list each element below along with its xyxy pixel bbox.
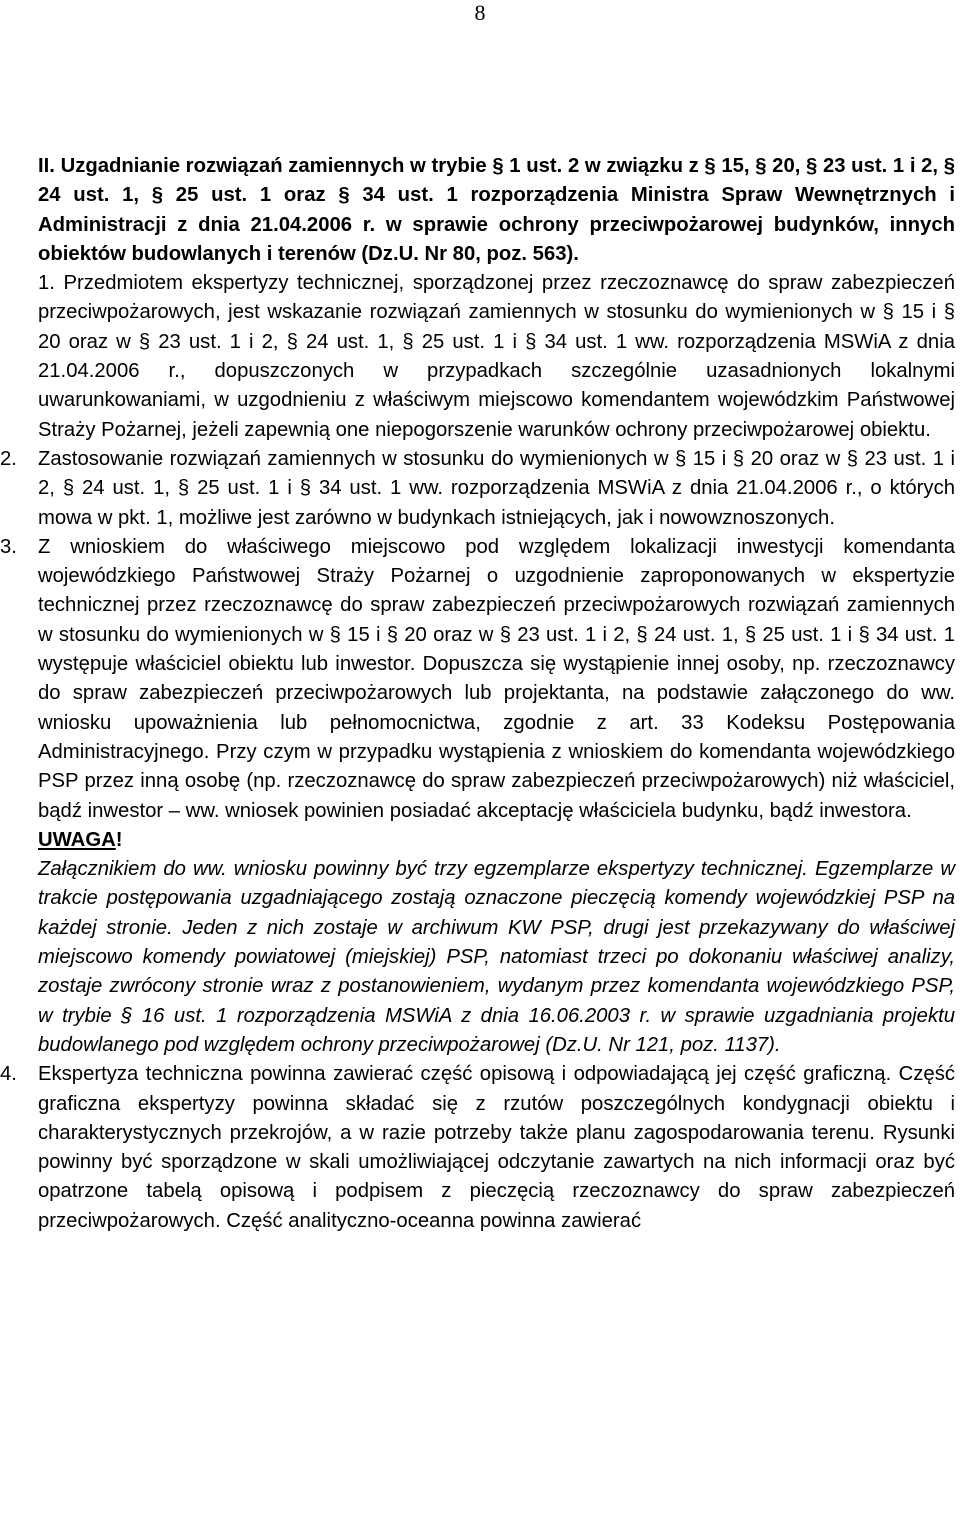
warning-heading: [38, 826, 955, 855]
item-text: Z wnioskiem do właściwego miejscowo pod względem lokalizacji inwestycji komendanta wojewódzkiego Państwowej Straży Pożarnej o uzgodnienie zaproponowanych w ekspertyzie technicznej przez rzeczoznawcę do spraw zabezpieczeń przeciwpożarowych rozwiązań zamiennych w stosunku do wymienionych w § 15 i § 20 oraz w § 23 ust. 1 i 2, § 24 ust. 1, § 25 ust. 1 i § 34 ust. 1 występuje właściciel obiektu lub inwestor. Dopuszcza się wystąpienie innej osoby, np. rzeczoznawcy do spraw zabezpieczeń przeciwpożarowych lub projektanta, na podstawie załączonego do ww. wniosku upoważnienia lub pełnomocnictwa, zgodnie z art. 33 Kodeksu Postępowania Administracyjnego. Przy czym w przypadku wystąpienia z wnioskiem do komendanta wojewódzkiego PSP przez inną osobę (np. rzeczoznawcę do spraw zabezpieczeń przeciwpożarowych) niż właściciel, bądź inwestor – ww. wniosek powinien posiadać akceptację właściciela budynku, bądź inwestora.: [38, 535, 955, 822]
list-item-1: [38, 269, 955, 445]
item-text: Ekspertyza techniczna powinna zawierać część opisową i odpowiadającą jej część graficzną. Część graficzna ekspertyzy powinna składać się z rzutów poszczególnych kondygnacji obiektu i charakterystycznych przekrojów, a w razie potrzeby także planu zagospodarowania terenu. Rysunki powinny być sporządzone w skali umożliwiającej odczytanie zawartych na nich informacji oraz być opatrzone tabelą opisową i podpisem z pieczęcią rzeczoznawcy do spraw zabezpieczeń przeciwpożarowych. Część analityczno-oceanna powinna zawierać: [38, 1063, 955, 1232]
warning-mark: !: [115, 828, 123, 851]
warning-label: UWAGA: [38, 828, 116, 851]
list-item-4: 4. Ekspertyza techniczna powinna zawierać część opisową i odpowiadającą jej część graficzną. Część graficzna ekspertyzy powinna składać się z rzutów poszczególnych kondygnacji obiektu i charakterystycznych przekrojów, a w razie potrzeby także planu zagospodarowania terenu. Rysunki powinny być sporządzone w skali umożliwiającej odczytanie zawartych na nich informacji oraz być opatrzone tabelą opisową i podpisem z pieczęcią rzeczoznawcy do spraw zabezpieczeń przeciwpożarowych. Część analityczno-oceanna powinna zawierać: [38, 1060, 955, 1236]
list-item-2: 2. Zastosowanie rozwiązań zamiennych w stosunku do wymienionych w § 15 i § 20 oraz w § 23 ust. 1 i 2, § 24 ust. 1, § 25 ust. 1 i § 34 ust. 1 ww. rozporządzenia MSWiA z dnia 21.04.2006 r., o których mowa w pkt. 1, możliwe jest zarówno w budynkach istniejących, jak i nowowznoszonych.: [38, 445, 955, 533]
warning-text: Załącznikiem do ww. wniosku powinny być trzy egzemplarze ekspertyzy technicznej. Egzemplarze w trakcie postępowania uzgadniającego zostają oznaczone pieczęcią komendy wojewódzkiej PSP na każdej stronie. Jeden z nich zostaje w archiwum KW PSP, drugi jest przekazywany do właściwej miejscowo komendy powiatowej (miejskiej) PSP, natomiast trzeci po dokonaniu właściwej analizy, zostaje zwrócony stronie wraz z postanowieniem, wydanym przez komendanta wojewódzkiego PSP, w trybie § 16 ust. 1 rozporządzenia MSWiA z dnia 16.06.2003 r. w sprawie uzgadniania projektu budowlanego pod względem ochrony przeciwpożarowej (Dz.U. Nr 121, poz. 1137).: [38, 858, 955, 1056]
document-body: [0, 152, 955, 1236]
item-text: 1. Przedmiotem ekspertyzy technicznej, sporządzonej przez rzeczoznawcę do spraw zabezpieczeń przeciwpożarowych, jest wskazanie rozwiązań zamiennych w stosunku do wymienionych w § 15 i § 20 oraz w § 23 ust. 1 i 2, § 24 ust. 1, § 25 ust. 1 i § 34 ust. 1 ww. rozporządzenia MSWiA z dnia 21.04.2006 r., dopuszczonych w przypadkach szczególnie uzasadnionych lokalnymi uwarunkowaniami, w uzgodnieniu z właściwym miejscowo komendantem wojewódzkim Państwowej Straży Pożarnej, jeżeli zapewnią one niepogorszenie warunków ochrony przeciwpożarowej obiektu.: [38, 272, 955, 441]
item-text: Zastosowanie rozwiązań zamiennych w stosunku do wymienionych w § 15 i § 20 oraz w § 23 ust. 1 i 2, § 24 ust. 1, § 25 ust. 1 i § 34 ust. 1 ww. rozporządzenia MSWiA z dnia 21.04.2006 r., o których mowa w pkt. 1, możliwe jest zarówno w budynkach istniejących, jak i nowowznoszonych.: [38, 447, 955, 529]
list-item-3: 3. Z wnioskiem do właściwego miejscowo pod względem lokalizacji inwestycji komendanta wojewódzkiego Państwowej Straży Pożarnej o uzgodnienie zaproponowanych w ekspertyzie technicznej przez rzeczoznawcę do spraw zabezpieczeń przeciwpożarowych rozwiązań zamiennych w stosunku do wymienionych w § 15 i § 20 oraz w § 23 ust. 1 i 2, § 24 ust. 1, § 25 ust. 1 i § 34 ust. 1 występuje właściciel obiektu lub inwestor. Dopuszcza się wystąpienie innej osoby, np. rzeczoznawcy do spraw zabezpieczeń przeciwpożarowych lub projektanta, na podstawie załączonego do ww. wniosku upoważnienia lub pełnomocnictwa, zgodnie z art. 33 Kodeksu Postępowania Administracyjnego. Przy czym w przypadku wystąpienia z wnioskiem do komendanta wojewódzkiego PSP przez inną osobę (np. rzeczoznawcę do spraw zabezpieczeń przeciwpożarowych) niż właściciel, bądź inwestor – ww. wniosek powinien posiadać akceptację właściciela budynku, bądź inwestora.: [38, 533, 955, 826]
page-number: 8: [474, 0, 486, 25]
section-heading: II. Uzgadnianie rozwiązań zamiennych w trybie § 1 ust. 2 w związku z § 15, § 20, § 23 ust. 1 i 2, § 24 ust. 1, § 25 ust. 1 oraz § 34 ust. 1 rozporządzenia Ministra Spraw Wewnętrznych i Administracji z dnia 21.04.2006 r. w sprawie ochrony przeciwpożarowej budynków, innych obiektów budowlanych i terenów (Dz.U. Nr 80, poz. 563).: [38, 155, 955, 265]
